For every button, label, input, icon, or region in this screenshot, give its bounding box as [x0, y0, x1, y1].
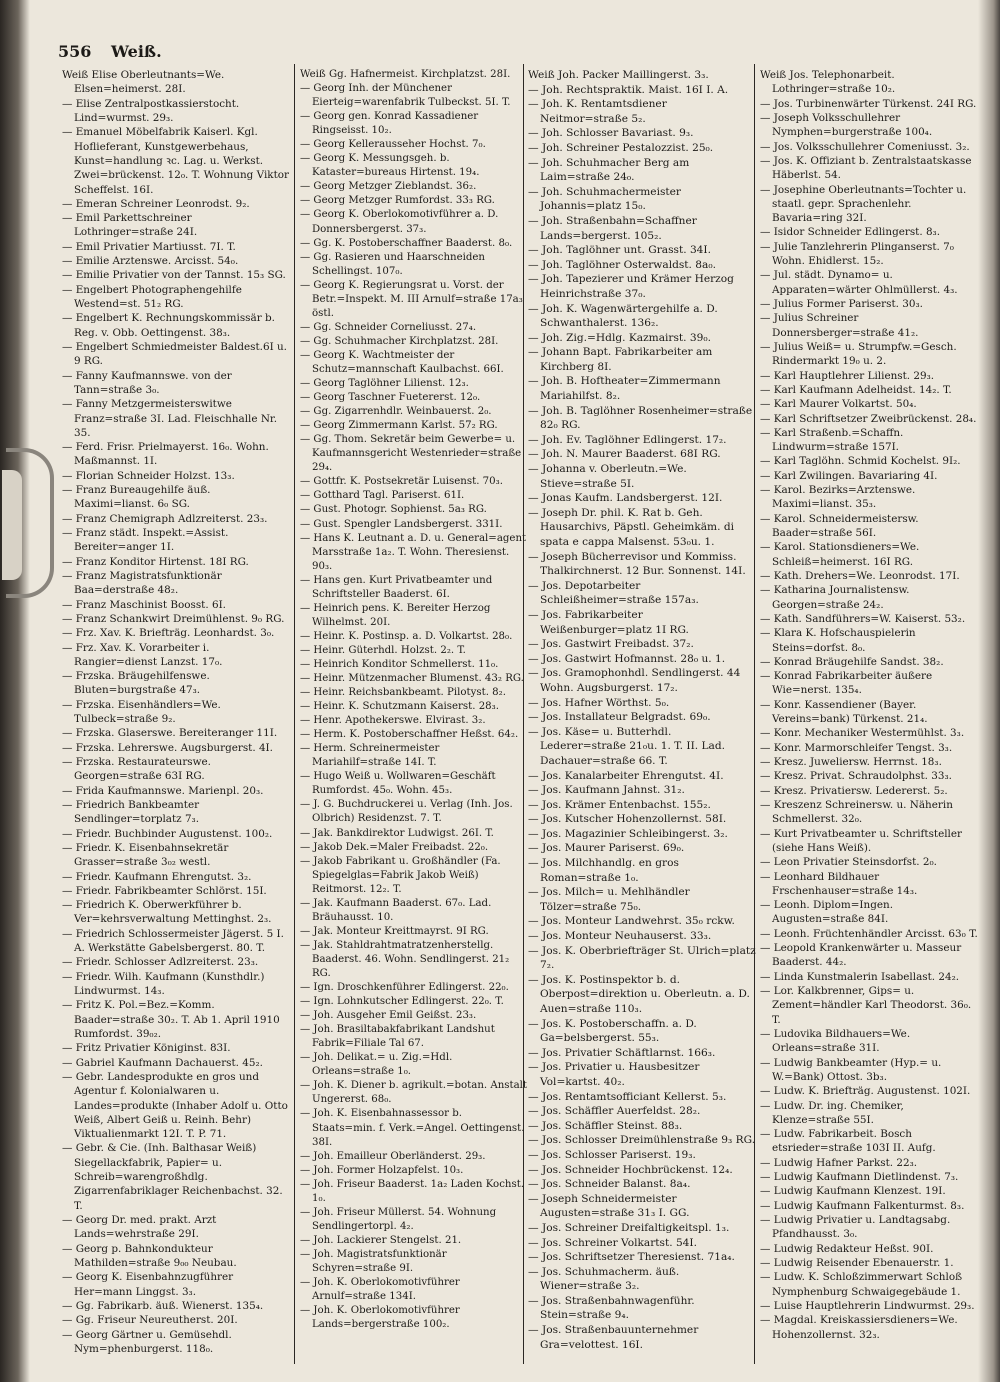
- directory-entry: — Friedr. Schlosser Adlzreiterst. 23₃.: [62, 956, 259, 969]
- directory-entry: — Gg. Schneider Corneliusst. 27₄.: [300, 321, 477, 333]
- directory-entry: — Fritz Privatier Königinst. 83I.: [62, 1042, 231, 1055]
- directory-entry: — Gotthard Tagl. Pariserst. 61I.: [300, 490, 465, 502]
- directory-entry: — Frz. Xav. K. Vorarbeiter i. Rangier=dienst Lanzst. 17₀.: [62, 641, 223, 668]
- directory-entry: — Friedrich Schlossermeister Jägerst. 5 I. A. Werkstätte Gabelsbergerst. 80. T.: [62, 927, 284, 955]
- directory-entry: — Gg. Thom. Sekretär beim Gewerbe= u. Kaufmannsgericht Westenrieder=straße 29₄.: [300, 434, 522, 474]
- directory-entry: — Emil Parkettschreiner Lothringer=straße 24I.: [62, 212, 198, 239]
- directory-entry: — Joh. Zig.=Hdlg. Kazmairst. 39₀.: [528, 331, 711, 344]
- directory-entry: — Julius Weiß= u. Strumpfw.=Gesch. Rindermarkt 19₀ u. 2.: [760, 340, 957, 368]
- directory-entry: — Joh. Schreiner Pestalozzist. 25₀.: [528, 141, 714, 154]
- directory-entry: — Franz Maschinist Boosst. 6I.: [62, 598, 226, 611]
- directory-entry: — Gabriel Kaufmann Dachauerst. 45₂.: [62, 1056, 263, 1069]
- directory-entry: — Gust. Photogr. Sophienst. 5a₃ RG.: [300, 504, 487, 516]
- directory-entry: — Emil Privatier Martiusst. 7I. T.: [62, 240, 236, 253]
- directory-entry: — Georg K. Regierungsrat u. Vorst. der Betr.=Inspekt. M. III Arnulf=straße 17a₃ östl.: [300, 279, 523, 319]
- directory-entry: — Karl Schriftsetzer Zweibrückenst. 28₄.: [760, 412, 977, 425]
- directory-entry: — Karl Zwilingen. Bavariaring 4I.: [760, 469, 938, 482]
- directory-entry: — Ludwig Redakteur Heßst. 90I.: [760, 1242, 934, 1255]
- directory-entry: — Emilie Privatier von der Tannst. 15₃ SG.: [62, 269, 286, 282]
- directory-entry: — Gust. Spengler Landsbergerst. 331I.: [300, 518, 503, 530]
- directory-entry: — Kresz. Privatiersw. Ledererst. 5₂.: [760, 784, 948, 797]
- directory-entry: Weiß Joh. Packer Maillingerst. 3₃.: [528, 69, 709, 81]
- directory-entry: — Gg. Schuhmacher Kirchplatzst. 28I.: [300, 335, 499, 347]
- directory-entry: — Franz Bureaugehilfe äuß. Maximi=lianst. 6₀ SG.: [62, 484, 211, 511]
- directory-entry: — Johanna v. Oberleutn.=We. Stieve=straße 5I.: [528, 463, 687, 490]
- directory-entry: — Jos. Kutscher Hohenzollernst. 58I.: [528, 813, 727, 826]
- directory-entry: — Jos. Fabrikarbeiter Weißenburger=platz 1I RG.: [528, 608, 689, 636]
- directory-entry: — Joh. Taglöhner unt. Grasst. 34I.: [528, 244, 711, 257]
- directory-entry: — Gg. K. Postoberschaffner Baaderst. 8₀.: [300, 237, 513, 249]
- column-3: [528, 68, 756, 1352]
- directory-entry: — Leon Privatier Steinsdorfst. 2₀.: [760, 856, 937, 869]
- directory-entry: — Jul. städt. Dynamo= u. Apparaten=wärter Ohlmüllerst. 4₃.: [760, 269, 958, 296]
- directory-entry: — Georg Metzger Rumfordst. 33₃ RG.: [300, 195, 495, 207]
- directory-entry: — Engelbert K. Rechnungskommissär b. Reg. v. Obb. Oettingenst. 38₃.: [62, 312, 275, 339]
- directory-entry: — Heinrich Konditor Schmellerst. 11₀.: [300, 658, 499, 670]
- directory-entry: — Ludw. K. Schloßzimmerwart Schloß Nymphenburg Schwaigegebäude 1.: [760, 1271, 963, 1298]
- directory-entry: — Joh. Straßenbahn=Schaffner Lands=bergerst. 105₂.: [528, 214, 697, 242]
- directory-entry: — Joh. Friseur Müllerst. 54. Wohnung Sendlingertorpl. 4₂.: [300, 1206, 497, 1232]
- directory-entry: — Ludwig Kaufmann Klenzest. 19I.: [760, 1185, 946, 1198]
- directory-entry: — Gottfr. K. Postsekretär Luisenst. 70₃.: [300, 476, 503, 488]
- directory-entry: — Emanuel Möbelfabrik Kaiserl. Kgl. Hoflieferant, Kunstgewerbehaus, Kunst=handlung ꝛc. Lag. u. Werkst. Zwei=brückenst. 12₀. T. Wohnung Viktor Scheffelst. 16I.: [62, 126, 289, 196]
- directory-entry: — Jos. Privatier Schäftlarnst. 166₃.: [528, 1046, 716, 1059]
- directory-entry: — Jos. Hafner Wörthst. 5₀.: [528, 696, 670, 709]
- directory-entry: — Heinr. K. Schutzmann Kaiserst. 28₃.: [300, 701, 499, 713]
- directory-entry: — Joh. K. Oberlokomotivführer Lands=bergerstraße 100₂.: [300, 1305, 460, 1331]
- directory-entry: — Joseph Bücherrevisor und Kommiss. Thalkirchnerst. 12 Bur. Sonnenst. 14I.: [528, 550, 746, 578]
- directory-entry: — Joh. Lackierer Stengelst. 21.: [300, 1234, 462, 1246]
- directory-entry: — Klara K. Hofschauspielerin Steins=dorfst. 8₀.: [760, 627, 916, 654]
- directory-entry: — Ludovika Bildhauers=We. Orleans=straße 31I.: [760, 1027, 911, 1055]
- directory-entry: — Kresz. Juweliersw. Herrnst. 18₃.: [760, 756, 942, 768]
- directory-entry: — Georg K. Oberlokomotivführer a. D. Donnersbergerst. 37₃.: [300, 209, 499, 235]
- directory-entry: — Konrad Bräugehilfe Sandst. 38₂.: [760, 655, 944, 668]
- directory-entry: — Georg gen. Konrad Kassadiener Ringseisst. 10₂.: [300, 111, 479, 137]
- directory-entry: — Jos. Schreiner Volkartst. 54I.: [528, 1236, 697, 1249]
- directory-entry: — Georg Kellerausseher Hochst. 7₀.: [300, 139, 486, 151]
- directory-entry: — Jos. K. Postinspektor b. d. Oberpost=direktion u. Oberleutn. a. D. Auen=straße 110₃.: [528, 973, 750, 1015]
- column-2: [300, 68, 528, 1332]
- directory-entry: — Joh. Brasiltabakfabrikant Landshut Fabrik=Filiale Tal 67.: [300, 1024, 495, 1050]
- binder-clip: [6, 448, 54, 598]
- directory-entry: — Jos. Depotarbeiter Schleißheimer=straße 157a₃.: [528, 579, 699, 607]
- directory-entry: — Konr. Kassendiener (Bayer. Vereins=bank) Türkenst. 21₄.: [760, 698, 928, 726]
- directory-entry: — Georg K. Eisenbahnzugführer Her=mann Linggst. 3₃.: [62, 1271, 234, 1298]
- directory-entry: — Ludwig Hafner Parkst. 22₃.: [760, 1156, 918, 1169]
- directory-entry: — Julie Tanzlehrerin Plinganserst. 7₀ Wohn. Ehidlerst. 15₂.: [760, 240, 954, 268]
- directory-entry: — Kath. Sandführers=W. Kaiserst. 53₂.: [760, 612, 966, 625]
- directory-entry: — Fanny Kaufmannswe. von der Tann=straße 3₀.: [62, 369, 232, 396]
- directory-entry: — Karol. Bezirks=Arztenswe. Maximi=lianst. 35₃.: [760, 484, 916, 511]
- directory-entry: — Ferd. Frisr. Prielmayerst. 16₀. Wohn. Maßmannst. 1I.: [62, 441, 269, 468]
- directory-entry: — Ign. Lohnkutscher Edlingerst. 22₀. T.: [300, 996, 504, 1008]
- running-head: Weiß.: [110, 42, 162, 61]
- directory-entry: — Katharina Journalistensw. Georgen=straße 24₂.: [760, 584, 910, 611]
- directory-entry: — Gebr. & Cie. (Inh. Balthasar Weiß) Siegellackfabrik, Papier= u. Schreib=warengroßhdlg. Zigarrenfabriklager Reichenbachst. 32. T.: [62, 1142, 283, 1212]
- directory-entry: — Jos. Rentamtsofficiant Kellerst. 5₃.: [528, 1090, 727, 1103]
- directory-entry: — Friedr. Fabrikbeamter Schlörst. 15I.: [62, 884, 267, 897]
- directory-entry: — Jos. Schriftsetzer Theresienst. 71a₄.: [528, 1251, 735, 1264]
- book-spine-shadow: [0, 0, 30, 1382]
- directory-entry: — Joh. Tapezierer und Krämer Herzog Heinrichstraße 37₀.: [528, 273, 734, 300]
- directory-entry: — Joh. K. Rentamtsdiener Neitmor=straße 5₂.: [528, 98, 667, 125]
- directory-entry: — Leonh. Früchtenhändler Arcisst. 63₀ T.: [760, 927, 978, 940]
- directory-entry: — Ludw. Fabrikarbeit. Bosch etsrieder=straße 103I II. Aufg.: [760, 1128, 936, 1155]
- directory-entry: — Herm. Schreinermeister Mariahilf=straße 14I. T.: [300, 743, 440, 769]
- directory-entry: — Heinr. Reichsbankbeamt. Pilotyst. 8₂.: [300, 687, 506, 699]
- directory-entry: — Joh. Schuhmacher Berg am Laim=straße 24₀.: [528, 156, 690, 184]
- directory-entry: — Friedr. Wilh. Kaufmann (Kunsthdlr.) Lindwurmst. 14₃.: [62, 970, 265, 997]
- directory-entry: — Jos. Milchhandlg. en gros Roman=straße 1₀.: [528, 857, 679, 884]
- directory-entry: — J. G. Buchdruckerei u. Verlag (Inh. Jos. Olbrich) Residenzst. 7. T.: [300, 799, 513, 825]
- directory-entry: — Heinr. Güterhdl. Holzst. 2₂. T.: [300, 644, 466, 656]
- directory-entry: — Kurt Privatbeamter u. Schriftsteller (siehe Hans Weiß).: [760, 827, 962, 854]
- directory-entry: — Joh. Friseur Baaderst. 1a₂ Laden Kochst. 1₀.: [300, 1178, 525, 1204]
- directory-entry: — Friedrich Bankbeamter Sendlinger=torplatz 7₃.: [62, 798, 200, 826]
- directory-entry: — Jos. Schuhmacherm. äuß. Wiener=straße 3₂.: [528, 1265, 680, 1293]
- directory-entry: Weiß Elise Oberleutnants=We. Elsen=heimerst. 28I.: [62, 69, 225, 96]
- directory-entry: — Gg. Rasieren und Haarschneiden Schellingst. 107₀.: [300, 251, 485, 277]
- directory-entry: — Elise Zentralpostkassierstocht. Lind=wurmst. 29₃.: [62, 97, 240, 124]
- directory-entry: — Hans K. Leutnant a. D. u. General=agent Marsstraße 1a₂. T. Wohn. Theresienst. 90₃.: [300, 532, 527, 572]
- directory-entry: — Joh. B. Taglöhner Rosenheimer=straße 82₀ RG.: [528, 404, 753, 432]
- directory-entry: — Gebr. Landesprodukte en gros und Agentur f. Kolonialwaren u. Landes=produkte (Inhaber Adolf u. Otto Weiß, Albert Geiß u. Reinh. Behr) Viktualienmarkt 12I. T. P. 71.: [62, 1070, 288, 1141]
- directory-entry: — Georg Inh. der Münchener Eierteig=warenfabrik Tulbeckst. 5I. T.: [300, 83, 511, 109]
- directory-entry: — Jos. Maurer Pariserst. 69₀.: [528, 842, 685, 855]
- column-4: [760, 68, 982, 1342]
- directory-entry: — Jos. Straßenbauunternehmer Gra=velottest. 16I.: [528, 1324, 699, 1351]
- directory-entry: — Jos. K. Postoberschaffn. a. D. Ga=belsbergerst. 55₃.: [528, 1017, 697, 1045]
- directory-entry: — Gg. Fabrikarb. äuß. Wienerst. 135₄.: [62, 1299, 264, 1312]
- directory-entry: — Franz Chemigraph Adlzreiterst. 23₃.: [62, 512, 268, 525]
- directory-entry: — Friedrich K. Oberwerkführer b. Ver=kehrsverwaltung Mettinghst. 2₃.: [62, 899, 272, 926]
- directory-entry: — Joh. Magistratsfunktionär Schyren=straße 9I.: [300, 1248, 447, 1274]
- directory-entry: — Kath. Drehers=We. Leonrodst. 17I.: [760, 569, 960, 582]
- directory-entry: — Joh. Ev. Taglöhner Edlingerst. 17₂.: [528, 433, 727, 446]
- directory-entry: — Julius Former Pariserst. 30₃.: [760, 298, 923, 310]
- directory-entry: — Joseph Dr. phil. K. Rat b. Geh. Hausarchivs, Päpstl. Geheimkäm. di spata e cappa Malsenst. 53₀u. 1.: [528, 506, 735, 548]
- directory-entry: — Franz Magistratsfunktionär Baa=derstraße 48₂.: [62, 569, 222, 597]
- column-1: [62, 68, 290, 1356]
- directory-entry: — Friedr. K. Eisenbahnsekretär Grasser=straße 3₀₂ westl.: [62, 841, 229, 869]
- directory-entry: — Georg K. Wachtmeister der Schutz=mannschaft Kaulbachst. 66I.: [300, 349, 504, 375]
- directory-entry: — Frz. Xav. K. Briefträg. Leonhardst. 3₀.: [62, 627, 275, 640]
- directory-entry: — Ludwig Kaufmann Dietlindenst. 7₃.: [760, 1171, 959, 1184]
- directory-entry: — Georg Taschner Fuetererst. 12₀.: [300, 392, 481, 404]
- directory-entry: — Engelbert Photographengehilfe Westend=st. 51₂ RG.: [62, 283, 242, 310]
- directory-entry: — Emeran Schreiner Leonrodst. 9₂.: [62, 197, 250, 210]
- directory-entry: — Fanny Metzgermeisterswitwe Franz=straße 3I. Lad. Fleischhalle Nr. 35.: [62, 398, 278, 439]
- directory-entry: — Jos. Installateur Belgradst. 69₀.: [528, 711, 711, 724]
- directory-entry: — Linda Kunstmalerin Isabellast. 24₂.: [760, 970, 960, 983]
- directory-entry: — Georg K. Messungsgeh. b. Kataster=bureaus Hirtenst. 19₄.: [300, 153, 480, 179]
- directory-entry: — Frzska. Lehrerswe. Augsburgerst. 4I.: [62, 741, 273, 754]
- directory-entry: — Karol. Stationsdieners=We. Schleiß=heimerst. 16I RG.: [760, 541, 920, 568]
- directory-entry: — Joh. Taglöhner Osterwaldst. 8a₀.: [528, 258, 716, 271]
- directory-entry: — Josephine Oberleutnants=Tochter u. staatl. gepr. Sprachenlehr. Bavaria=ring 32I.: [760, 183, 967, 225]
- directory-entry: — Joseph Schneidermeister Augusten=straße 31₃ I. GG.: [528, 1192, 690, 1220]
- directory-entry: — Frida Kaufmannswe. Marienpl. 20₃.: [62, 784, 264, 797]
- directory-entry: — Ludwig Bankbeamter (Hyp.= u. W.=Bank) Ottost. 3b₃.: [760, 1056, 942, 1083]
- directory-entry: — Joh. K. Wagenwärtergehilfe a. D. Schwanthalerst. 136₂.: [528, 302, 718, 330]
- directory-entry: — Engelbert Schmiedmeister Baldest.6I u. 9 RG.: [62, 340, 287, 368]
- directory-entry: — Joh. Former Holzapfelst. 10₃.: [300, 1164, 464, 1176]
- directory-entry: — Hugo Weiß u. Wollwaren=Geschäft Rumfordst. 45₀. Wohn. 45₃.: [300, 771, 496, 797]
- directory-entry: — Fritz K. Pol.=Bez.=Komm. Baader=straße 30₂. T. Ab 1. April 1910 Rumfordst. 39₀₂.: [62, 999, 280, 1040]
- directory-entry: — Jos. Schneider Balanst. 8a₄.: [528, 1178, 691, 1191]
- directory-entry: — Konrad Fabrikarbeiter äußere Wie=nerst. 135₄.: [760, 670, 933, 697]
- directory-entry: — Ludw. K. Briefträg. Augustenst. 102I.: [760, 1085, 971, 1098]
- directory-entry: — Heinr. Mützenmacher Blumenst. 43₂ RG.: [300, 673, 524, 685]
- directory-entry: — Jos. Kanalarbeiter Ehrengutst. 4I.: [528, 769, 724, 782]
- directory-entry: — Johann Bapt. Fabrikarbeiter am Kirchberg 8I.: [528, 346, 713, 373]
- directory-entry: — Jos. Monteur Neuhauserst. 33₃.: [528, 930, 712, 943]
- directory-entry: — Jos. Milch= u. Mehlhändler Tölzer=straße 75₀.: [528, 886, 690, 913]
- directory-entry: — Jos. K. Offiziant b. Zentralstaatskasse Häberlst. 54.: [760, 154, 972, 182]
- page-header: [58, 42, 162, 61]
- directory-entry: — Joh. Delikat.= u. Zig.=Hdl. Orleans=straße 1₀.: [300, 1052, 453, 1078]
- directory-entry: — Leonh. Diplom=Ingen. Augusten=straße 84I.: [760, 899, 894, 926]
- directory-entry: — Leonhard Bildhauer Frschenhauser=straße 14₃.: [760, 870, 918, 897]
- directory-entry: — Jos. Privatier u. Hausbesitzer Vol=kartst. 40₂.: [528, 1061, 700, 1088]
- page-number: 556: [58, 42, 92, 61]
- directory-entry: — Heinr. K. Postinsp. a. D. Volkartst. 28₀.: [300, 630, 513, 642]
- directory-entry: — Karl Maurer Volkartst. 50₄.: [760, 398, 917, 411]
- directory-entry: — Jak. Stahldrahtmatratzenherstellg. Baaderst. 46. Wohn. Sendlingerst. 21₂ RG.: [300, 939, 510, 979]
- directory-entry: — Florian Schneider Holzst. 13₃.: [62, 469, 235, 482]
- directory-entry: — Frzska. Glaserswe. Bereiteranger 11I.: [62, 727, 278, 740]
- directory-entry: — Jos. Schlosser Pariserst. 19₃.: [528, 1148, 696, 1161]
- directory-entry: — Jos. Schäffler Auerfeldst. 28₂.: [528, 1105, 701, 1118]
- directory-entry: — Joh. Rechtspraktik. Maist. 16I I. A.: [528, 83, 729, 96]
- directory-entry: — Joh. K. Diener b. agrikult.=botan. Anstalt Ungererst. 68₀.: [300, 1080, 528, 1106]
- directory-entry: — Lor. Kalkbrenner, Gips= u. Zement=händler Karl Theodorst. 36₀. T.: [760, 985, 972, 1026]
- directory-entry: — Henr. Apothekerswe. Elvirast. 3₂.: [300, 715, 486, 727]
- directory-entry: — Magdal. Kreiskassiersdieners=We. Hohenzollernst. 32₃.: [760, 1314, 958, 1341]
- directory-entry: — Jos. Magazinier Schleibingerst. 3₂.: [528, 827, 728, 840]
- directory-entry: — Georg Zimmermann Karlst. 57₂ RG.: [300, 420, 498, 432]
- directory-entry: — Joh. B. Hoftheater=Zimmermann Mariahilfst. 8₂.: [528, 375, 721, 403]
- directory-entry: — Herm. K. Postoberschaffner Heßst. 64₂.: [300, 729, 519, 741]
- directory-entry: — Jos. Kaufmann Jahnst. 31₂.: [528, 784, 685, 797]
- directory-entry: — Karol. Schneidermeistersw. Baader=straße 56I.: [760, 512, 919, 539]
- directory-entry: — Joh. Ausgeher Emil Geißst. 23₃.: [300, 1010, 477, 1022]
- directory-entry: — Jos. Krämer Entenbachst. 155₂.: [528, 798, 711, 811]
- directory-entry: — Georg Taglöhner Lilienst. 12₃.: [300, 378, 469, 390]
- directory-entry: — Friedr. Kaufmann Ehrengutst. 3₂.: [62, 870, 252, 883]
- directory-entry: Weiß Jos. Telephonarbeit. Lothringer=straße 10₂.: [760, 69, 896, 96]
- directory-entry: — Karl Straßenb.=Schaffn. Lindwurm=straße 157I.: [760, 426, 904, 454]
- directory-entry: — Konr. Marmorschleifer Tengst. 3₃.: [760, 741, 953, 754]
- directory-entry: — Jonas Kaufm. Landsbergerst. 12I.: [528, 492, 723, 505]
- directory-entry: — Isidor Schneider Edlingerst. 8₃.: [760, 226, 941, 239]
- directory-entry: — Jos. Monteur Landwehrst. 35₀ rckw.: [528, 915, 735, 928]
- directory-entry: — Frzska. Restaurateurswe. Georgen=straße 63I RG.: [62, 756, 211, 783]
- directory-entry: — Heinrich pens. K. Bereiter Herzog Wilhelmst. 20I.: [300, 602, 491, 628]
- directory-entry: — Ludwig Privatier u. Landtagsabg. Pfandhausst. 3₀.: [760, 1214, 951, 1241]
- directory-entry: — Ludwig Kaufmann Falkenturmst. 8₃.: [760, 1199, 965, 1212]
- directory-entry: — Joh. K. Oberlokomotivführer Arnulf=straße 134I.: [300, 1277, 460, 1303]
- directory-entry: — Karl Hauptlehrer Lilienst. 29₃.: [760, 369, 935, 382]
- directory-entry: — Georg Gärtner u. Gemüsehdl. Nym=phenburgerst. 118₀.: [62, 1328, 232, 1355]
- directory-entry: — Joh. Schlosser Bavariast. 9₃.: [528, 127, 694, 140]
- directory-entry: — Karl Taglöhn. Schmid Kochelst. 9I₂.: [760, 455, 961, 468]
- directory-entry: — Frzska. Bräugehilfenswe. Bluten=burgstraße 47₃.: [62, 670, 210, 697]
- directory-entry: — Friedr. Buchbinder Augustenst. 100₂.: [62, 827, 273, 840]
- directory-entry: — Jak. Bankdirektor Ludwigst. 26I. T.: [300, 827, 494, 839]
- directory-entry: Weiß Gg. Hafnermeist. Kirchplatzst. 28I.: [300, 69, 511, 80]
- directory-entry: — Jakob Fabrikant u. Großhändler (Fa. Spiegelglas=Fabrik Jakob Weiß) Reitmorst. 12₂. T.: [300, 855, 501, 895]
- directory-entry: — Joseph Volksschullehrer Nymphen=burgerstraße 100₄.: [760, 111, 933, 139]
- directory-entry: — Jos. Schäffler Steinst. 88₃.: [528, 1119, 683, 1132]
- directory-entry: — Joh. K. Eisenbahnassessor b. Staats=min. f. Verk.=Angel. Oettingenst. 38I.: [300, 1108, 525, 1148]
- directory-entry: — Jos. Turbinenwärter Türkenst. 24I RG.: [760, 97, 977, 110]
- directory-entry: — Jak. Monteur Kreittmayrst. 9I RG.: [300, 925, 489, 937]
- directory-entry: — Gg. Zigarrenhdlr. Weinbauerst. 2₀.: [300, 406, 492, 418]
- directory-entry: — Franz Schankwirt Dreimühlenst. 9₀ RG.: [62, 612, 285, 625]
- directory-entry: — Hans gen. Kurt Privatbeamter und Schriftsteller Baaderst. 6I.: [300, 574, 493, 600]
- directory-entry: — Kresz. Privat. Schraudolphst. 33₃.: [760, 770, 952, 783]
- directory-entry: — Emilie Arztenswe. Arcisst. 54₀.: [62, 255, 239, 268]
- directory-entry: — Joh. Emailleur Oberländerst. 29₃.: [300, 1150, 486, 1162]
- directory-entry: — Kreszenz Schreinersw. u. Näherin Schmellerst. 32₀.: [760, 798, 953, 826]
- directory-entry: — Joh. N. Maurer Baaderst. 68I RG.: [528, 448, 721, 461]
- directory-entry: — Franz städt. Inspekt.=Assist. Bereiter=anger 1I.: [62, 527, 229, 554]
- directory-entry: — Ludw. Dr. ing. Chemiker, Klenze=straße 55I.: [760, 1099, 904, 1126]
- directory-entry: — Frzska. Eisenhändlers=We. Tulbeck=straße 9₂.: [62, 698, 221, 726]
- directory-entry: — Karl Kaufmann Adelheidst. 14₂. T.: [760, 383, 952, 396]
- directory-entry: — Konr. Mechaniker Westermühlst. 3₃.: [760, 727, 965, 740]
- directory-entry: — Jos. Gramophonhdl. Sendlingerst. 44 Wohn. Augsburgerst. 17₂.: [528, 667, 741, 694]
- directory-entry: — Jos. Schneider Hochbrückenst. 12₄.: [528, 1163, 733, 1176]
- directory-entry: — Jos. Gastwirt Freibadst. 37₂.: [528, 638, 694, 651]
- directory-entry: — Jos. Käse= u. Butterhdl. Lederer=straße 21₀u. 1. T. II. Lad. Dachauer=straße 66. T.: [528, 725, 726, 767]
- directory-entry: — Georg Dr. med. prakt. Arzt Lands=wehrstraße 29I.: [62, 1214, 217, 1241]
- directory-entry: — Ign. Droschkenführer Edlingerst. 22₀.: [300, 982, 509, 994]
- directory-entry: — Jos. Volksschullehrer Comeniusst. 3₂.: [760, 140, 970, 153]
- directory-entry: — Jakob Dek.=Maler Freibadst. 22₀.: [300, 841, 489, 853]
- directory-entry: — Leopold Krankenwärter u. Masseur Baaderst. 44₂.: [760, 942, 962, 969]
- directory-entry: — Ludwig Reisender Ebenauerstr. 1.: [760, 1256, 954, 1269]
- directory-entry: — Joh. Schuhmachermeister Johannis=platz 15₀.: [528, 185, 681, 213]
- column-divider: [294, 64, 295, 1364]
- directory-entry: — Franz Konditor Hirtenst. 18I RG.: [62, 555, 249, 568]
- directory-entry: — Jak. Kaufmann Baaderst. 67₀. Lad. Bräuhausst. 10.: [300, 897, 492, 923]
- directory-entry: — Jos. K. Oberbriefträger St. Ulrich=platz 7₂.: [528, 944, 756, 972]
- directory-entry: — Julius Schreiner Donnersberger=straße 41₂.: [760, 312, 919, 339]
- directory-entry: — Jos. Schlosser Dreimühlenstraße 9₃ RG.: [528, 1134, 756, 1147]
- directory-entry: — Georg p. Bahnkondukteur Mathilden=straße 9₀₀ Neubau.: [62, 1242, 237, 1269]
- directory-entry: — Jos. Straßenbahnwagenführ. Stein=straße 9₄.: [528, 1294, 695, 1322]
- directory-entry: — Jos. Schreiner Dreifaltigkeitspl. 1₃.: [528, 1221, 730, 1234]
- directory-entry: — Jos. Gastwirt Hofmannst. 28₀ u. 1.: [528, 652, 726, 665]
- directory-entry: — Gg. Friseur Neureutherst. 20I.: [62, 1314, 238, 1327]
- directory-entry: — Georg Metzger Zieblandst. 36₂.: [300, 181, 477, 193]
- directory-entry: — Luise Hauptlehrerin Lindwurmst. 29₃.: [760, 1299, 975, 1312]
